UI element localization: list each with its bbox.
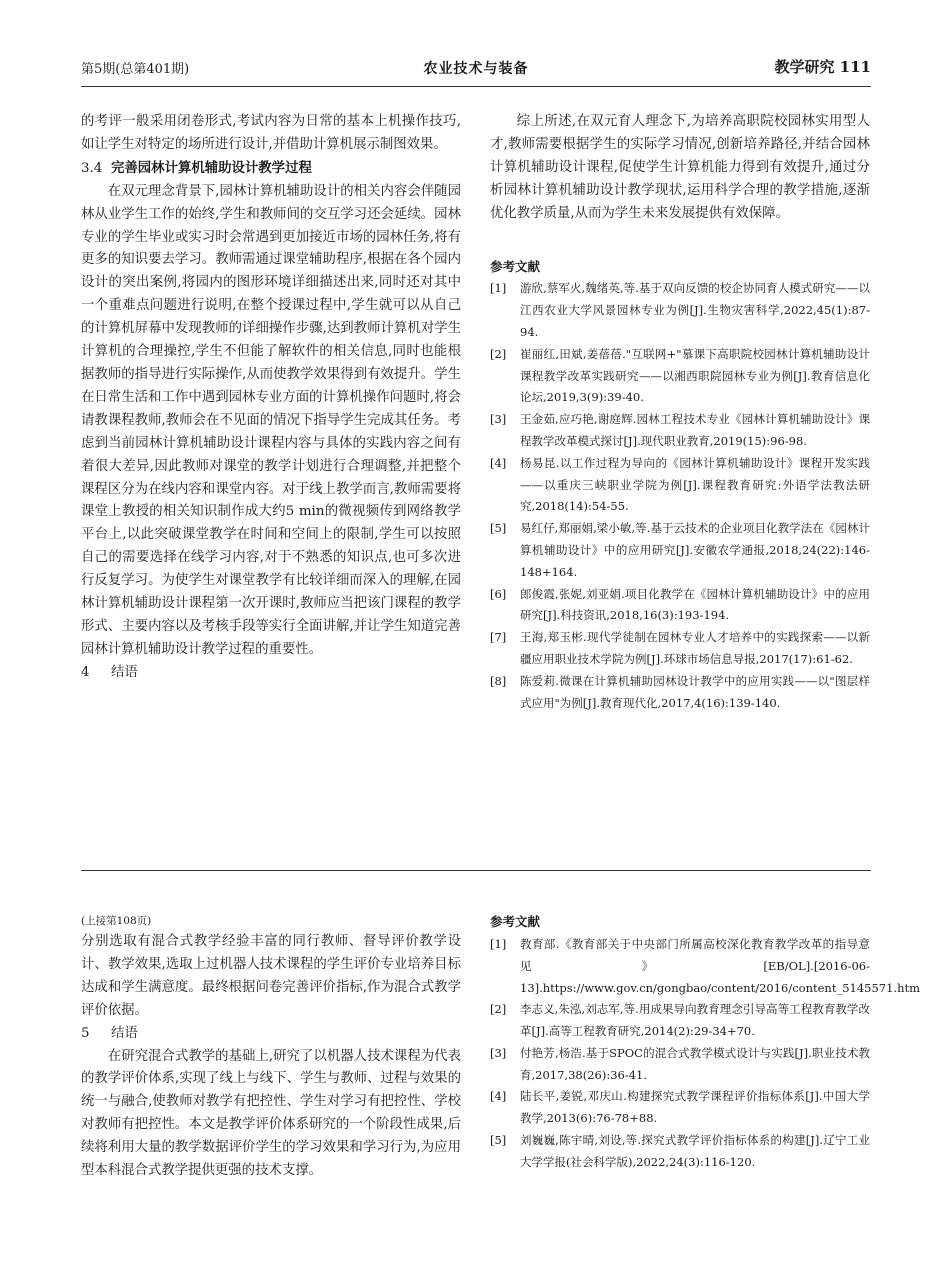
paragraph: 分别选取有混合式教学经验丰富的同行教师、督导评价教学设计、教学效果,选取上过机器人技术课程的学生评价专业培养目标达成和学生满意度。最终根据问卷完善评价指标,作为混合式教学评价依据。: [81, 934, 461, 1018]
reference-item: [490, 278, 870, 343]
reference-text: 郎俊霞,张妮,刘亚娟.项目化教学在《园林计算机辅助设计》中的应用研究[J].科技资讯,2018,16(3):193-194.: [520, 586, 870, 623]
reference-text: 王海,郑玉彬.现代学徒制在园林专业人才培养中的实践探索——以新疆应用职业技术学院为例[J].环球市场信息导报,2017(17):61-62.: [520, 630, 870, 666]
references-heading: 参考文献: [490, 914, 541, 929]
reference-text: 付艳芳,杨浩.基于SPOC的混合式教学模式设计与实践[J].职业技术教育,2017,38(26):36-41.: [520, 1045, 870, 1082]
reference-text: 教育部.《教育部关于中央部门所属高校深化教育教学改革的指导意见》[EB/OL].[2016-06-13].https://www.gov.cn/gongbao/content/2016/content_5145571.htm: [520, 936, 921, 995]
reference-item: [490, 584, 870, 628]
reference-text: 游欣,蔡军火,魏绪英,等.基于双向反馈的校企协同育人模式研究——以江西农业大学风景园林专业为例[J].生物灾害科学,2022,45(1):87-94.: [520, 281, 870, 340]
reference-item: [490, 999, 870, 1043]
reference-text: 陆长平,姜锐,邓庆山.构建探究式教学课程评价指标体系[J].中国大学教学,2013(6):76-78+88.: [520, 1089, 870, 1126]
reference-list: [490, 278, 870, 714]
bottom-left-column: [81, 911, 461, 1183]
reference-number: [8]: [490, 673, 507, 688]
reference-text: 刘巍巍,陈宇晴,刘设,等.探究式教学评价指标体系的构建[J].辽宁工业大学学报(社会科学版),2022,24(3):116-120.: [520, 1133, 870, 1169]
running-header: [81, 58, 871, 80]
reference-text: 崔丽红,田斌,姜蓓蓓."互联网+"慕课下高职院校园林计算机辅助设计课程教学改革实践研究——以湘西职院园林专业为例[J].教育信息化论坛,2019,3(9):39-40.: [520, 346, 870, 405]
reference-item: [490, 671, 870, 715]
section-heading-5: [81, 1023, 461, 1046]
reference-item: [490, 1086, 870, 1130]
reference-item: [490, 453, 870, 518]
section-title: 结语: [111, 1025, 138, 1041]
reference-item: [490, 518, 870, 583]
reference-text: 李志义,朱泓,刘志军,等.用成果导向教育理念引导高等工程教育教学改革[J].高等工程教育研究,2014(2):29-34+70.: [520, 1002, 870, 1039]
paragraph: 在研究混合式教学的基础上,研究了以机器人技术课程为代表的教学评价体系,实现了线上与线下、学生与教师、过程与效果的统一与融合,使教师对教学有把控性、学生对学习有把控性、学校对教师有把控性。本文是教学评价体系研究的一个阶段性成果,后续将利用大量的教学数据评价学生的学习效果和学习行为,为应用型本科混合式教学提供更强的技术支撑。: [81, 1048, 461, 1179]
reference-number: [6]: [490, 586, 507, 601]
reference-number: [7]: [490, 630, 507, 645]
top-right-column: [490, 111, 870, 714]
reference-text: 杨易昆.以工作过程为导向的《园林计算机辅助设计》课程开发实践——以重庆三峡职业学院为例[J].课程教育研究:外语学法教法研究,2018(14):54-55.: [520, 455, 870, 514]
section-number: 3.4: [81, 160, 103, 176]
references-heading: 参考文献: [490, 258, 541, 274]
section-title: 完善园林计算机辅助设计教学过程: [111, 159, 312, 176]
reference-item: [490, 344, 870, 409]
reference-number: [3]: [490, 1045, 507, 1060]
reference-number: [4]: [490, 455, 507, 470]
reference-item: [490, 409, 870, 453]
reference-number: [3]: [490, 412, 507, 427]
reference-list: [490, 934, 921, 1174]
paragraph: 在双元理念背景下,园林计算机辅助设计的相关内容会伴随园林从业学生工作的始终,学生和教师间的交互学习还会延续。园林专业的学生毕业或实习时会常遇到更加接近市场的园林任务,将有更多的知识要去学习。教师需通过课堂辅助程序,根据在各个园内设计的突出案例,将园内的图形环境详细描述出来,同时还对其中一个重难点问题进行说明,在整个授课过程中,学生就可以从自己的计算机屏幕中发现教师的详细操作步骤,达到教师计算机对学生计算机的合理操控,学生不但能了解软件的相关信息,同时也能根据教师的指导进行实际操作,从而使教学效果得到有效提升。学生在日常生活和工作中遇到园林专业方面的计算机操作问题时,将会请教课程教师,教师会在不见面的情况下指导学生完成其任务。考虑到当前园林计算机辅助设计课程内容与具体的实践内容之间有着很大差异,因此教师对课堂的教学计划进行合理调整,并把整个课程区分为在线内容和课堂内容。对于线上教学而言,教师需要将课堂上教授的相关知识制作成大约5 min的微视频传到网络教学平台上,以此突破课堂教学在时间和空间上的限制,学生可以按照自己的需要选择在线学习内容,对于不熟悉的知识点,也可多次进行反复学习。为使学生对课堂教学有比较详细而深入的理解,在园林计算机辅助设计课程第一次开课时,教师应当把该门课程的教学形式、主要内容以及考核手段等实行全面讲解,并让学生知道完善园林计算机辅助设计教学过程的重要性。: [81, 183, 461, 657]
reference-item: [490, 1130, 870, 1174]
reference-item: [490, 1043, 870, 1087]
section-heading-4: [81, 662, 461, 685]
section-title: 结语: [111, 664, 138, 680]
reference-number: [2]: [490, 1002, 507, 1017]
section-heading-3-4: [81, 157, 461, 181]
bottom-right-column: [490, 911, 921, 1174]
section-number: 4: [81, 664, 90, 680]
reference-number: [5]: [490, 1133, 507, 1148]
reference-item: [490, 934, 921, 999]
reference-text: 王金茹,应巧艳,谢庭辉.园林工程技术专业《园林计算机辅助设计》课程教学改革模式探讨[J].现代职业教育,2019(15):96-98.: [520, 412, 870, 449]
header-rule: [81, 86, 871, 87]
section-number: 5: [81, 1025, 90, 1041]
reference-number: [1]: [490, 936, 507, 951]
reference-text: 陈爱莉.微课在计算机辅助园林设计教学中的应用实践——以"图层样式应用"为例[J].教育现代化,2017,4(16):139-140.: [520, 673, 870, 710]
reference-item: [490, 627, 870, 671]
reference-number: [2]: [490, 346, 507, 361]
section-page-number: 教学研究 111: [774, 58, 871, 76]
reference-number: [1]: [490, 281, 507, 296]
journal-title: 农业技术与装备: [423, 61, 529, 77]
reference-number: [5]: [490, 521, 507, 536]
article-divider: [81, 870, 871, 871]
top-left-column: [81, 111, 461, 685]
issue-number: 第5期(总第401期): [81, 62, 190, 77]
continued-note: (上接第108页): [81, 915, 152, 927]
reference-number: [4]: [490, 1089, 507, 1104]
paragraph: 的考评一般采用闭卷形式,考试内容为日常的基本上机操作技巧,如让学生对特定的场所进行设计,并借助计算机展示制图效果。: [81, 114, 461, 152]
reference-text: 易红仔,郑丽娟,梁小敏,等.基于云技术的企业项目化教学法在《园林计算机辅助设计》中的应用研究[J].安徽农学通报,2018,24(22):146-148+164.: [520, 521, 870, 579]
conclusion-paragraph: 综上所述,在双元育人理念下,为培养高职院校园林实用型人才,教师需要根据学生的实际学习情况,创新培养路径,并结合园林计算机辅助设计课程,促使学生计算机能力得到有效提升,通过分析园林计算机辅助设计教学现状,运用科学合理的教学措施,逐渐优化教学质量,从而为学生未来发展提供有效保障。: [490, 114, 870, 221]
